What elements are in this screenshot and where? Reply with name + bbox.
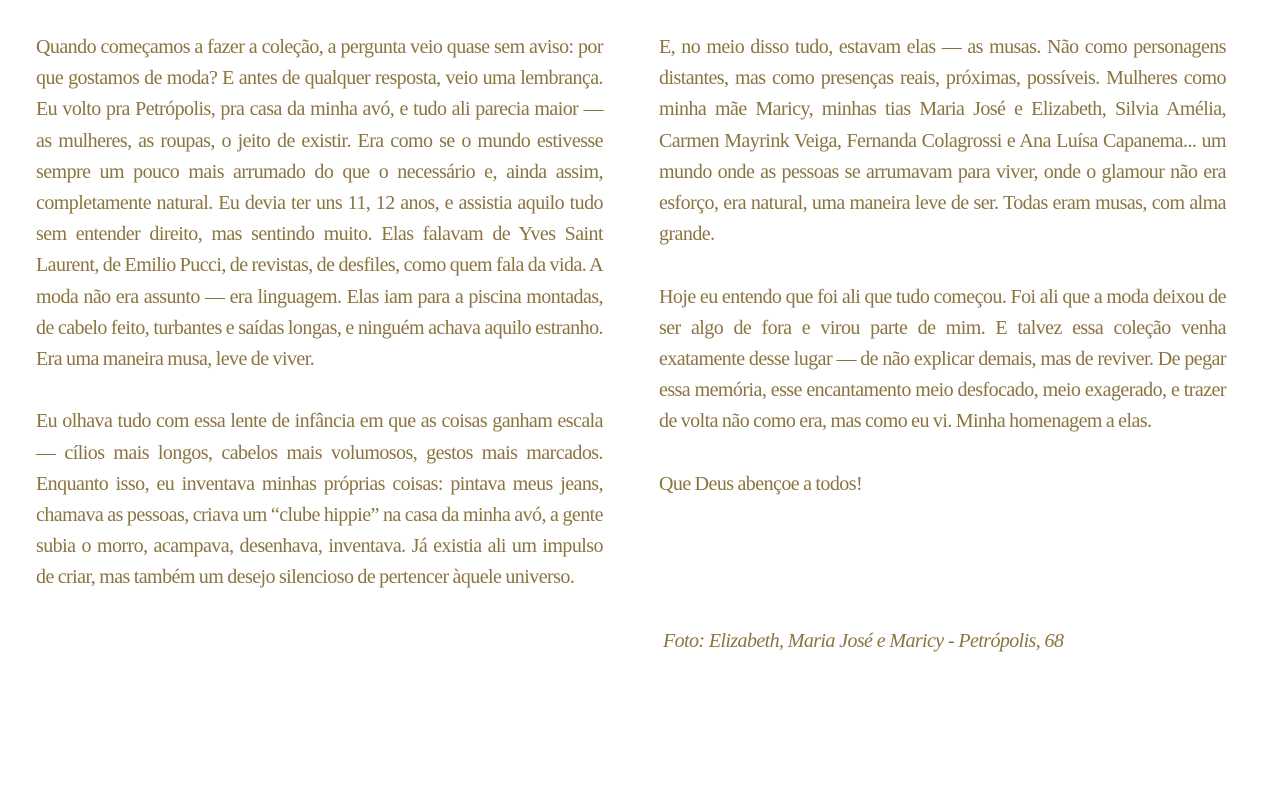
paragraph-childhood-lens: Eu olhava tudo com essa lente de infância em que as coisas ganham escala — cílios mais longos, cabelos mais volumosos, gestos mais marcados. Enquanto isso, eu inventava minhas próprias coisas: pintava meus jeans, chamava as pessoas, criava um “clube hippie” na casa da minha avó, a gente subia o morro, acampava, desenhava, inventava. Já existia ali um impulso de criar, mas também um desejo silencioso de pertencer àquele universo. bbox=[36, 410, 603, 589]
paragraph-where-it-began: Hoje eu entendo que foi ali que tudo começou. Foi ali que a moda deixou de ser algo de fora e virou parte de mim. E talvez essa coleção venha exatamente desse lugar — de não explicar demais, mas de reviver. De pegar essa memória, esse encantamento meio desfocado, meio exagerado, e trazer de volta não como era, mas como eu vi. Minha homenagem a elas. bbox=[659, 285, 1226, 433]
right-text-column bbox=[659, 32, 1226, 500]
paragraph-blessing: Que Deus abençoe a todos! bbox=[659, 472, 863, 495]
left-text-column bbox=[36, 32, 603, 594]
photo-caption: Foto: Elizabeth, Maria José e Maricy - Petrópolis, 68 bbox=[663, 630, 1064, 652]
paragraph-memory-petropolis: Quando começamos a fazer a coleção, a pergunta veio quase sem aviso: por que gostamos de moda? E antes de qualquer resposta, veio uma lembrança. Eu volto pra Petrópolis, pra casa da minha avó, e tudo ali parecia maior — as mulheres, as roupas, o jeito de existir. Era como se o mundo estivesse sempre um pouco mais arrumado do que o necessário e, ainda assim, completamente natural. Eu devia ter uns 11, 12 anos, e assistia aquilo tudo sem entender direito, mas sentindo muito. Elas falavam de Yves Saint Laurent, de Emilio Pucci, de revistas, de desfiles, como quem fala da vida. A moda não era assunto — era linguagem. Elas iam para a piscina montadas, de cabelo feito, turbantes e saídas longas, e ninguém achava aquilo estranho. Era uma maneira musa, leve de viver. bbox=[36, 36, 603, 371]
paragraph-the-muses: E, no meio disso tudo, estavam elas — as musas. Não como personagens distantes, mas como presenças reais, próximas, possíveis. Mulheres como minha mãe Maricy, minhas tias Maria José e Elizabeth, Silvia Amélia, Carmen Mayrink Veiga, Fernanda Colagrossi e Ana Luísa Capanema... um mundo onde as pessoas se arrumavam para viver, onde o glamour não era esforço, era natural, uma maneira leve de ser. Todas eram musas, com alma grande. bbox=[659, 36, 1226, 246]
